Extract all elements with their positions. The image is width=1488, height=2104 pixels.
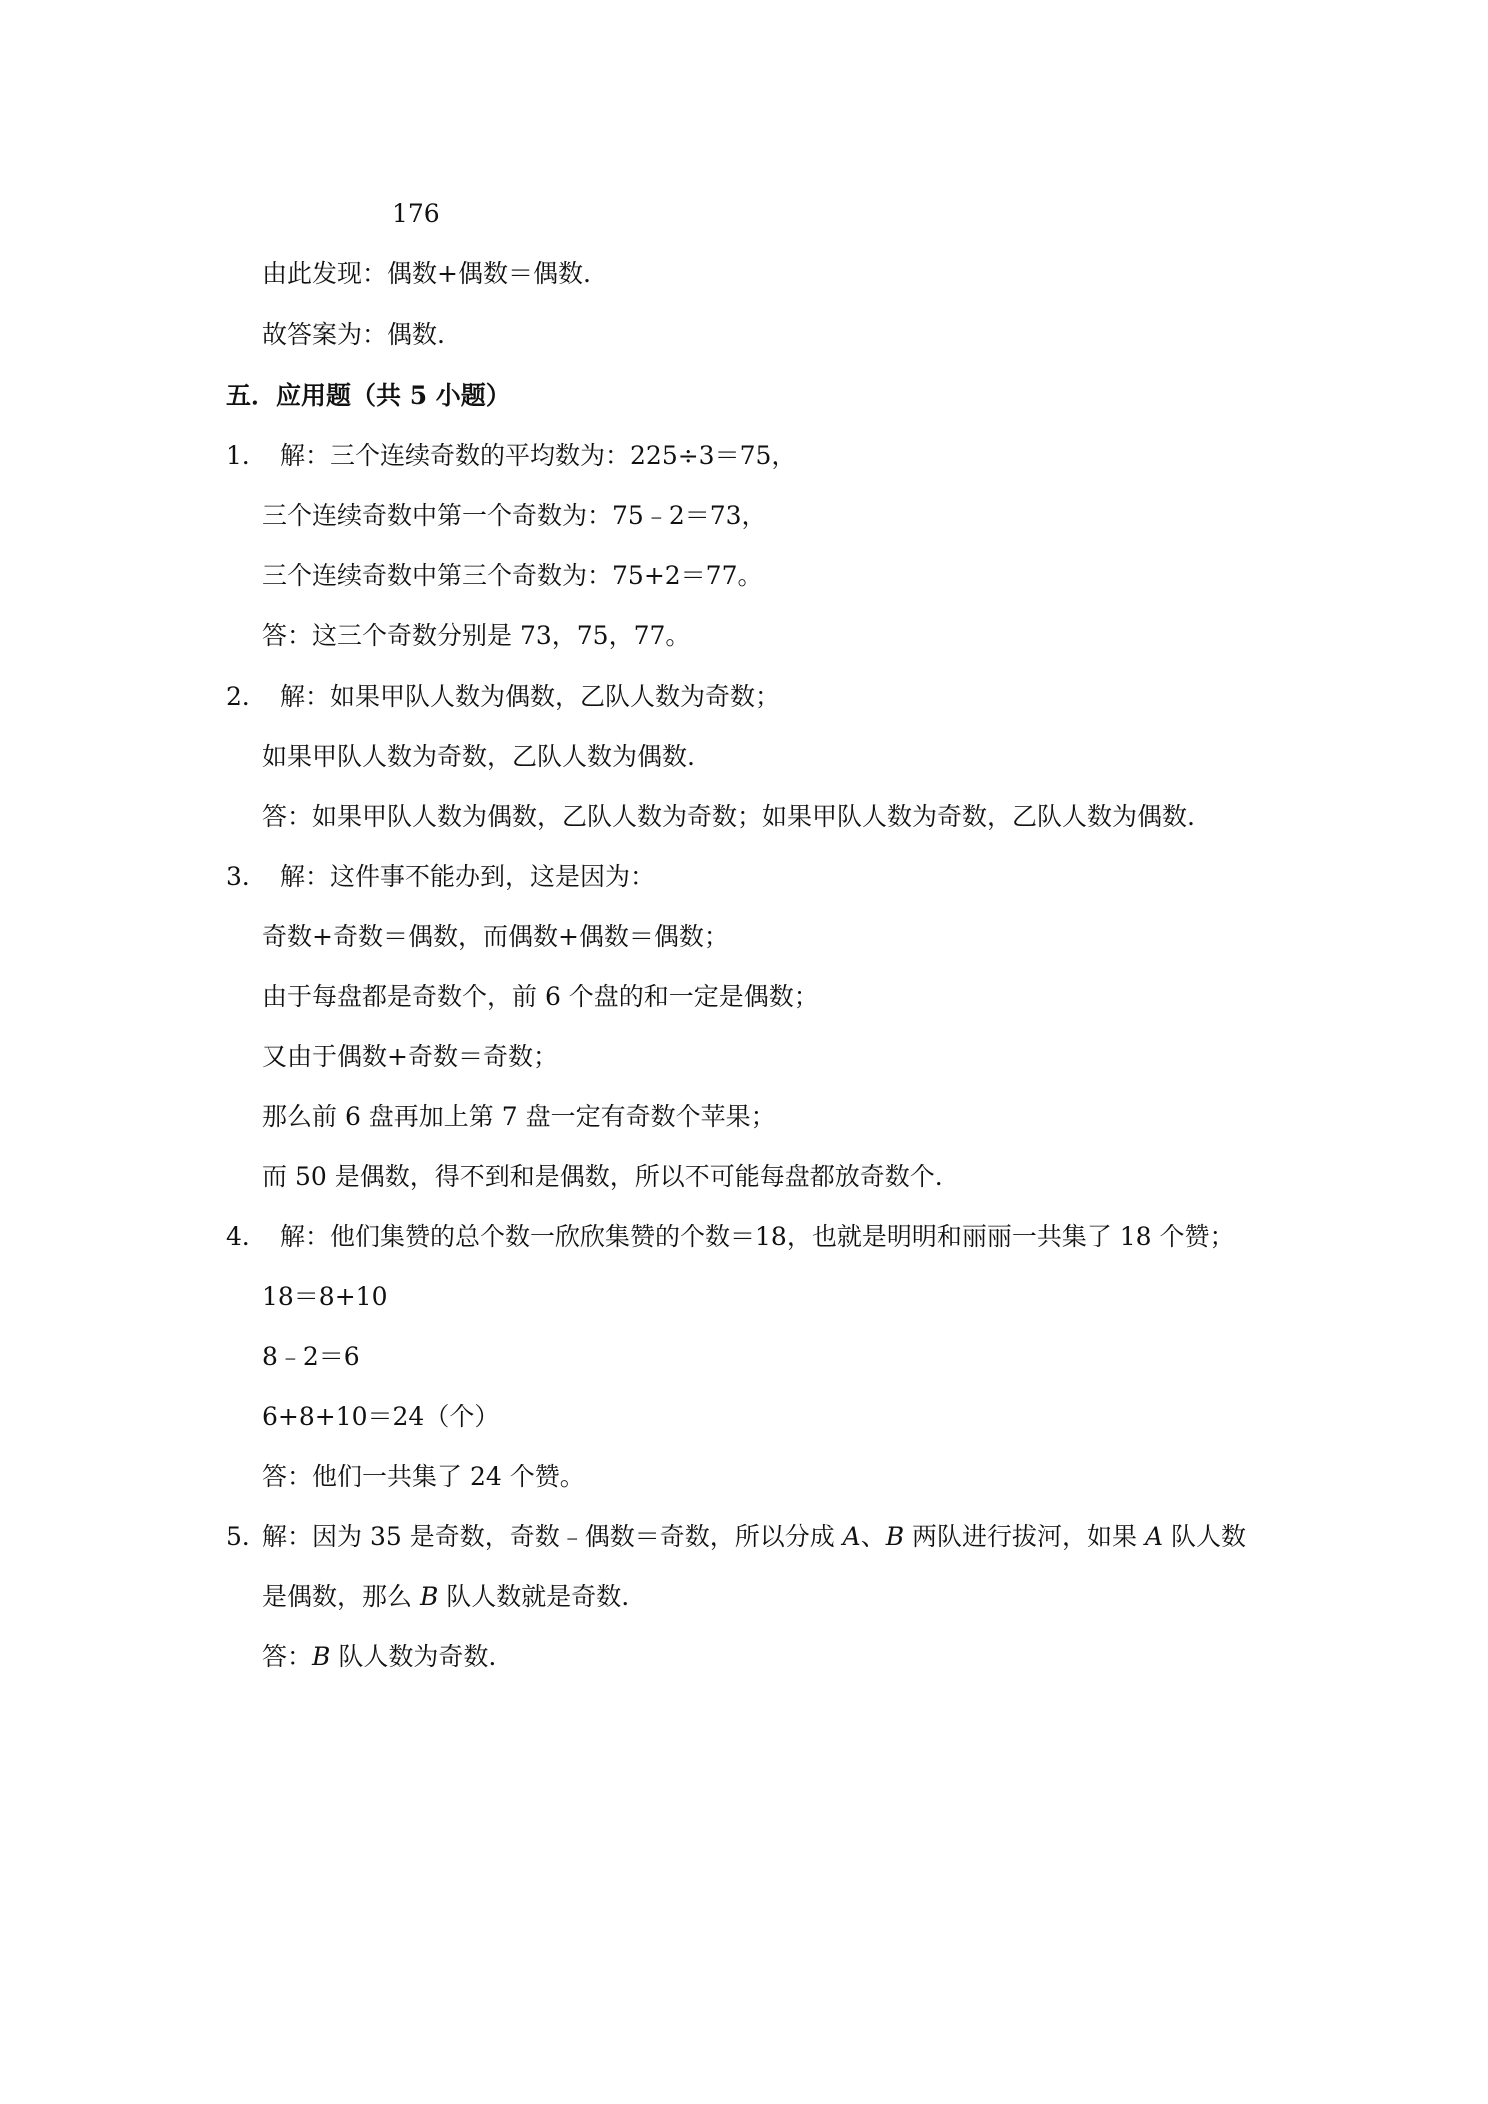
q5-line-1 [262,1520,1246,1554]
question-number-4: 4． [226,1222,267,1251]
answer-text: 故答案为：偶数. [262,320,445,349]
q2-line-3: 答：如果甲队人数为偶数，乙队人数为奇数；如果甲队人数为奇数，乙队人数为偶数. [262,802,1195,831]
question-number-3: 3． [226,862,267,891]
section-heading: 五．应用题（共 5 小题） [226,381,511,410]
q2-line-1: 解：如果甲队人数为偶数，乙队人数为奇数； [280,682,781,711]
q5-line-2-part-a: 是偶数，那么 [262,1582,420,1611]
q5-line-2 [262,1580,629,1614]
q5-line-3-part-a: 答： [262,1642,313,1671]
q5-line-1-part-b: 、 [860,1522,886,1551]
q4-line-5: 答：他们一共集了 24 个赞。 [262,1462,585,1491]
variable-b: B [312,1642,331,1671]
question-number-2: 2． [226,682,267,711]
q3-line-4: 又由于偶数+奇数＝奇数； [262,1042,558,1071]
q1-line-3: 三个连续奇数中第三个奇数为：75+2＝77。 [262,561,763,590]
variable-a: A [842,1522,861,1551]
q1-line-4: 答：这三个奇数分别是 73，75，77。 [262,621,691,650]
finding-text: 由此发现：偶数+偶数＝偶数. [262,259,591,288]
q3-line-6: 而 50 是偶数，得不到和是偶数，所以不可能每盘都放奇数个. [262,1162,943,1191]
q4-line-1: 解：他们集赞的总个数一欣欣集赞的个数＝18，也就是明明和丽丽一共集了 18 个赞； [280,1222,1235,1251]
question-number-5: 5． [226,1522,267,1551]
question-number-1: 1． [226,441,267,470]
variable-a: A [1145,1522,1164,1551]
q5-line-1-part-c: 两队进行拔河，如果 [904,1522,1146,1551]
q1-line-1: 解：三个连续奇数的平均数为：225÷3＝75， [280,441,797,470]
q5-line-3 [262,1640,496,1674]
q4-line-4: 6+8+10＝24（个） [262,1402,500,1431]
q3-line-2: 奇数+奇数＝偶数，而偶数+偶数＝偶数； [262,922,729,951]
variable-b: B [419,1582,439,1611]
q3-line-1: 解：这件事不能办到，这是因为： [280,862,656,891]
q5-line-1-part-a: 解：因为 35 是奇数，奇数﹣偶数＝奇数，所以分成 [262,1522,843,1551]
q4-line-3: 8﹣2＝6 [262,1342,360,1371]
q2-line-2: 如果甲队人数为奇数，乙队人数为偶数. [262,742,695,771]
q3-line-5: 那么前 6 盘再加上第 7 盘一定有奇数个苹果； [262,1102,776,1131]
q5-line-1-part-d: 队人数 [1163,1522,1247,1551]
q5-line-2-part-b: 队人数就是奇数. [438,1582,630,1611]
q4-line-2: 18＝8+10 [262,1282,388,1311]
q3-line-3: 由于每盘都是奇数个，前 6 个盘的和一定是偶数； [262,982,819,1011]
q5-line-3-part-b: 队人数为奇数. [330,1642,497,1671]
variable-b: B [885,1522,905,1551]
q1-line-2: 三个连续奇数中第一个奇数为：75﹣2＝73， [262,501,767,530]
carry-number: 176 [392,199,440,228]
